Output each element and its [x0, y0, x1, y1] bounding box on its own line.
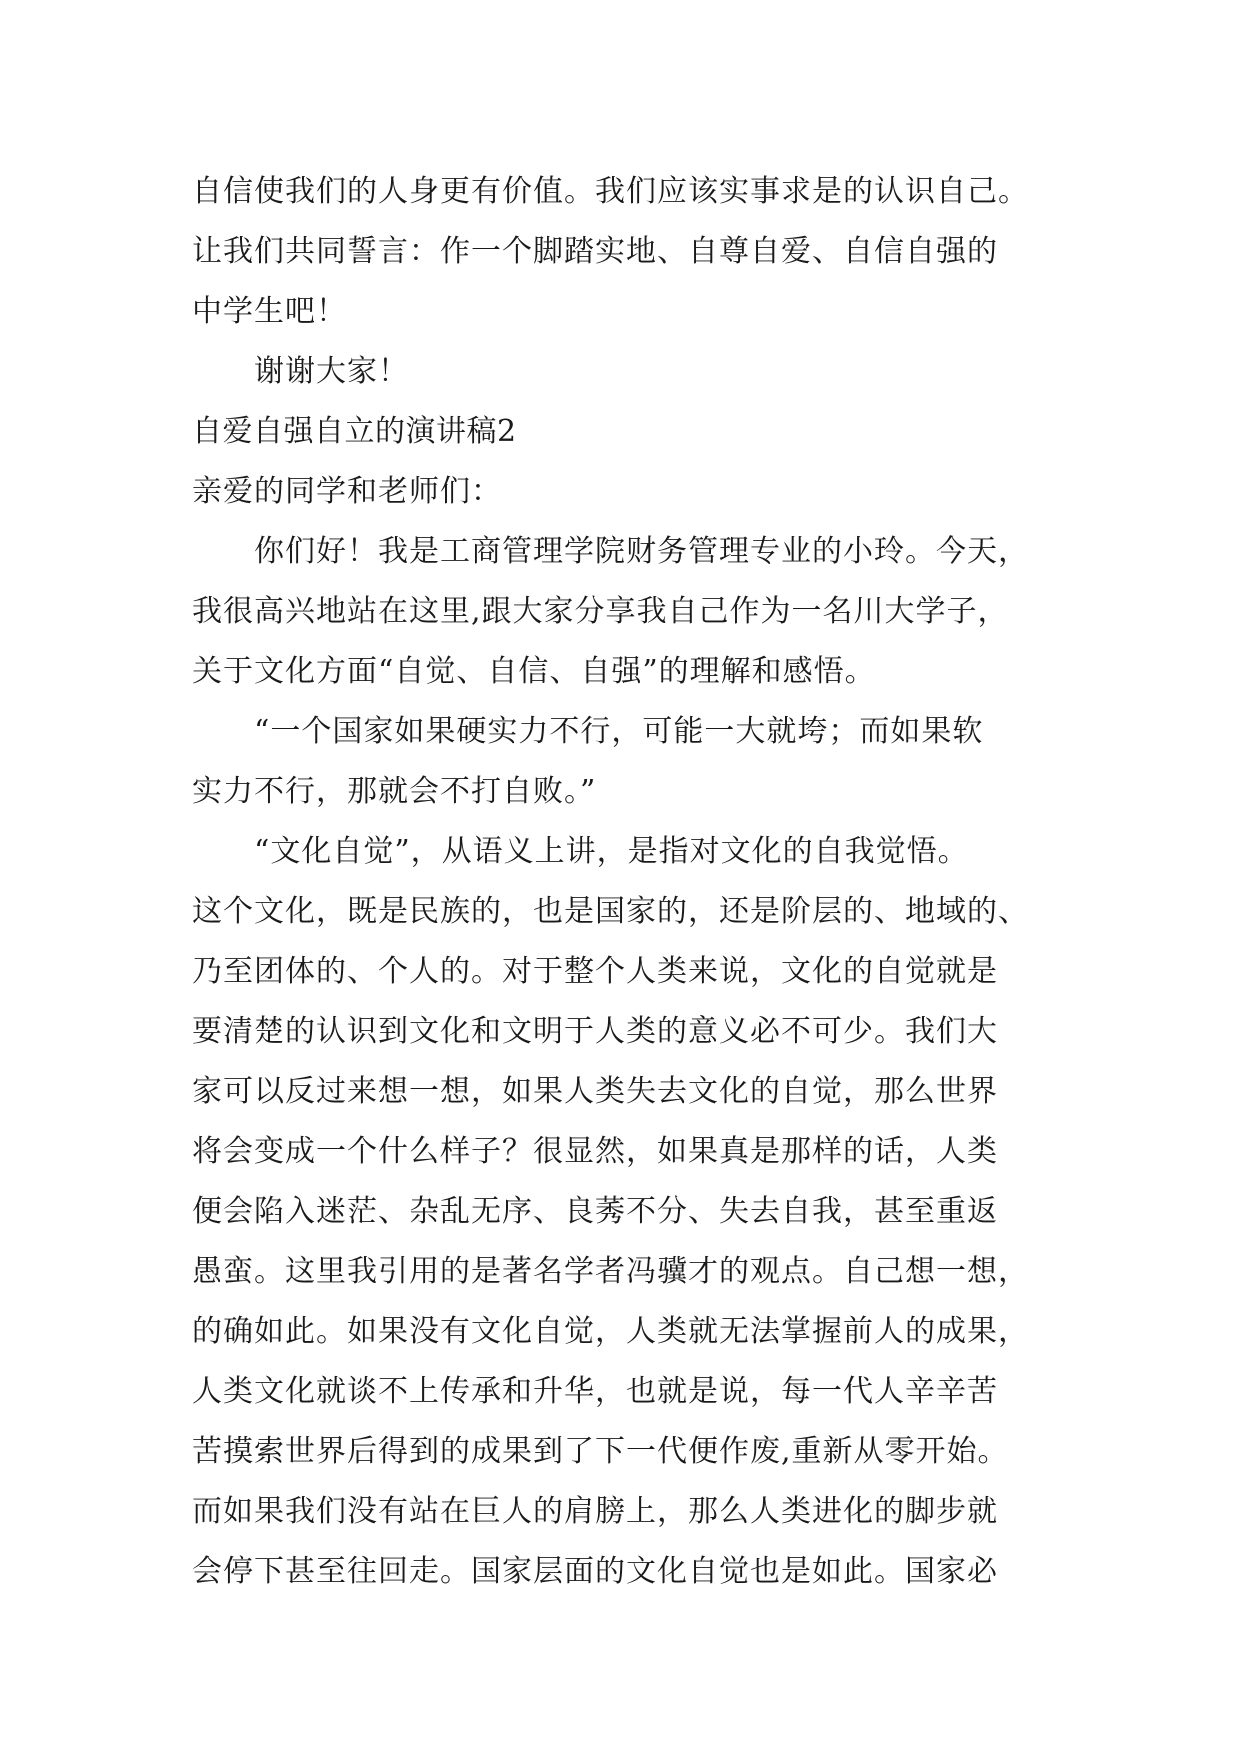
- document-body: [192, 162, 1092, 1602]
- text-line: 自信使我们的人身更有价值。我们应该实事求是的认识自己。: [192, 174, 1029, 209]
- text-line: 你们好！我是工商管理学院财务管理专业的小玲。今天，: [254, 534, 1029, 569]
- text-line: 这个文化，既是民族的，也是国家的，还是阶层的、地域的、: [192, 894, 1029, 929]
- closing-thanks: 谢谢大家！: [254, 354, 409, 389]
- section-title: 自爱自强自立的演讲稿2: [192, 414, 517, 449]
- text-line: 关于文化方面“自觉、自信、自强”的理解和感悟。: [192, 654, 876, 689]
- text-line: “文化自觉”，从语义上讲，是指对文化的自我觉悟。: [254, 834, 969, 869]
- text-line: 苦摸索世界后得到的成果到了下一代便作废,重新从零开始。: [192, 1434, 1009, 1469]
- text-line: 我很高兴地站在这里,跟大家分享我自己作为一名川大学子，: [192, 594, 1009, 629]
- text-line: 便会陷入迷茫、杂乱无序、良莠不分、失去自我，甚至重返: [192, 1194, 998, 1229]
- text-line: 愚蛮。这里我引用的是著名学者冯骥才的观点。自己想一想，: [192, 1254, 1029, 1289]
- text-line: 将会变成一个什么样子？很显然，如果真是那样的话，人类: [192, 1134, 998, 1169]
- text-line: 让我们共同誓言：作一个脚踏实地、自尊自爱、自信自强的: [192, 234, 998, 269]
- text-line: 而如果我们没有站在巨人的肩膀上，那么人类进化的脚步就: [192, 1494, 998, 1529]
- quote-line: 实力不行，那就会不打自败。”: [192, 774, 597, 809]
- salutation: 亲爱的同学和老师们：: [192, 474, 502, 509]
- text-line: 要清楚的认识到文化和文明于人类的意义必不可少。我们大: [192, 1014, 998, 1049]
- text-line: 中学生吧！: [192, 294, 347, 329]
- text-line: 人类文化就谈不上传承和升华，也就是说，每一代人辛辛苦: [192, 1374, 998, 1409]
- text-line: 的确如此。如果没有文化自觉，人类就无法掌握前人的成果，: [192, 1314, 1029, 1349]
- text-line: 家可以反过来想一想，如果人类失去文化的自觉，那么世界: [192, 1074, 998, 1109]
- text-line: 会停下甚至往回走。国家层面的文化自觉也是如此。国家必: [192, 1554, 998, 1589]
- text-line: 乃至团体的、个人的。对于整个人类来说，文化的自觉就是: [192, 954, 998, 989]
- quote-line: “一个国家如果硬实力不行，可能一大就垮；而如果软: [254, 714, 984, 749]
